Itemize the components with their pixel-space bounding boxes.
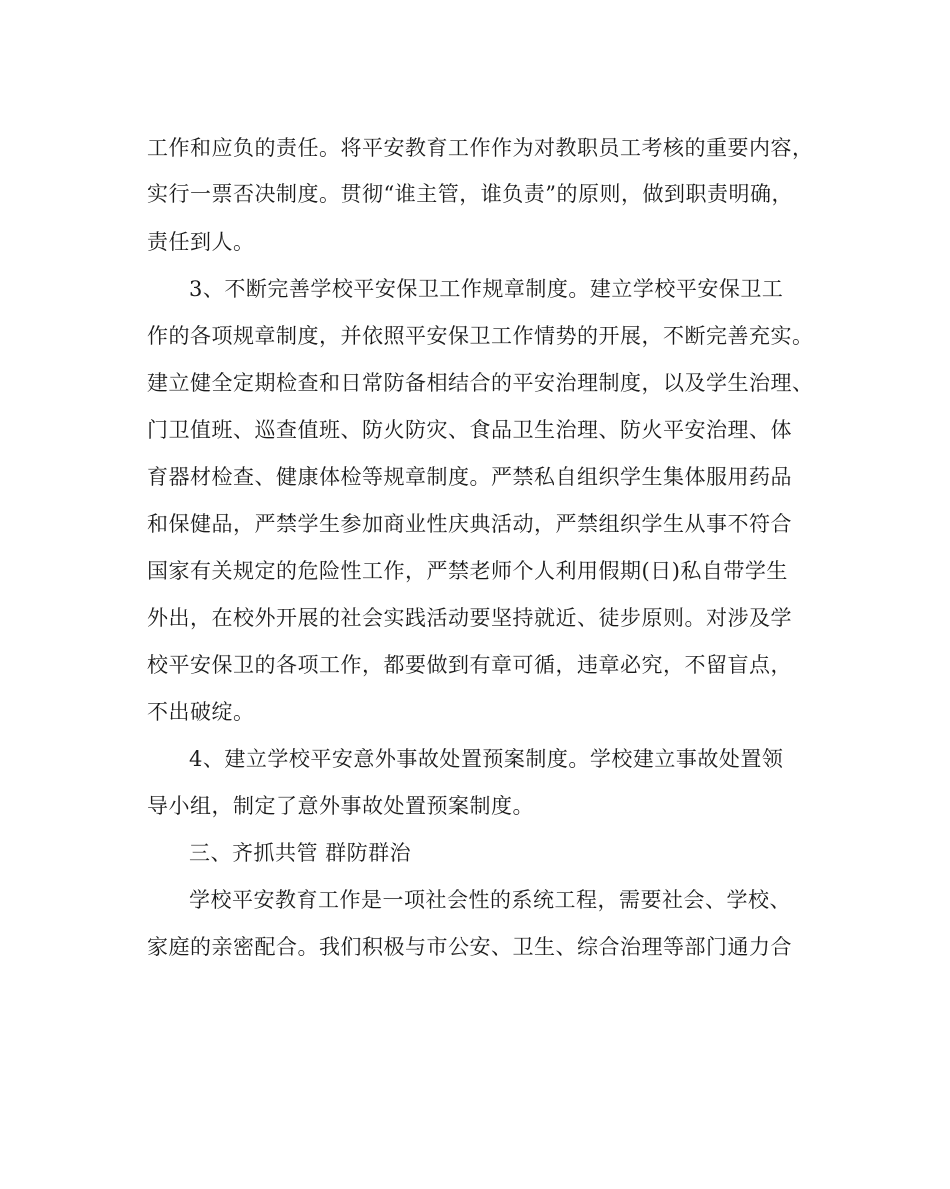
text-line-12: 校平安保卫的各项工作，都要做到有章可循，违章必究，不留盲点， [147, 653, 792, 677]
text-line-2: 实行一票否决制度。贯彻“谁主管，谁负责”的原则，做到职责明确， [147, 182, 793, 206]
section-heading: 三、齐抓共管 群防群治 [189, 841, 412, 865]
text-line-7: 门卫值班、巡查值班、防火防灾、食品卫生治理、防火平安治理、体 [147, 418, 792, 442]
text-line-15: 导小组，制定了意外事故处置预案制度。 [147, 794, 534, 818]
paragraph-3-heading-line: 3、不断完善学校平安保卫工作规章制度。建立学校平安保卫工 [189, 277, 784, 301]
text-line-9: 和保健品，严禁学生参加商业性庆典活动，严禁组织学生从事不符合 [147, 512, 792, 536]
text-line-5: 作的各项规章制度，并依照平安保卫工作情势的开展，不断完善充实。 [147, 324, 814, 348]
text-line-6: 建立健全定期检查和日常防备相结合的平安治理制度，以及学生治理、 [147, 371, 814, 395]
text-line-18: 家庭的亲密配合。我们积极与市公安、卫生、综合治理等部门通力合 [147, 935, 792, 959]
text-line-13: 不出破绽。 [147, 700, 255, 724]
text-line-1: 工作和应负的责任。将平安教育工作作为对教职员工考核的重要内容， [147, 136, 814, 160]
text-line-10: 国家有关规定的危险性工作，严禁老师个人利用假期(日)私自带学生 [147, 559, 788, 583]
text-line-3: 责任到人。 [147, 230, 255, 254]
text-line-8: 育器材检查、健康体检等规章制度。严禁私自组织学生集体服用药品 [147, 465, 792, 489]
text-line-17: 学校平安教育工作是一项社会性的系统工程，需要社会、学校、 [189, 888, 791, 912]
paragraph-4-heading-line: 4、建立学校平安意外事故处置预案制度。学校建立事故处置领 [189, 747, 784, 771]
text-line-11: 外出，在校外开展的社会实践活动要坚持就近、徒步原则。对涉及学 [147, 606, 792, 630]
